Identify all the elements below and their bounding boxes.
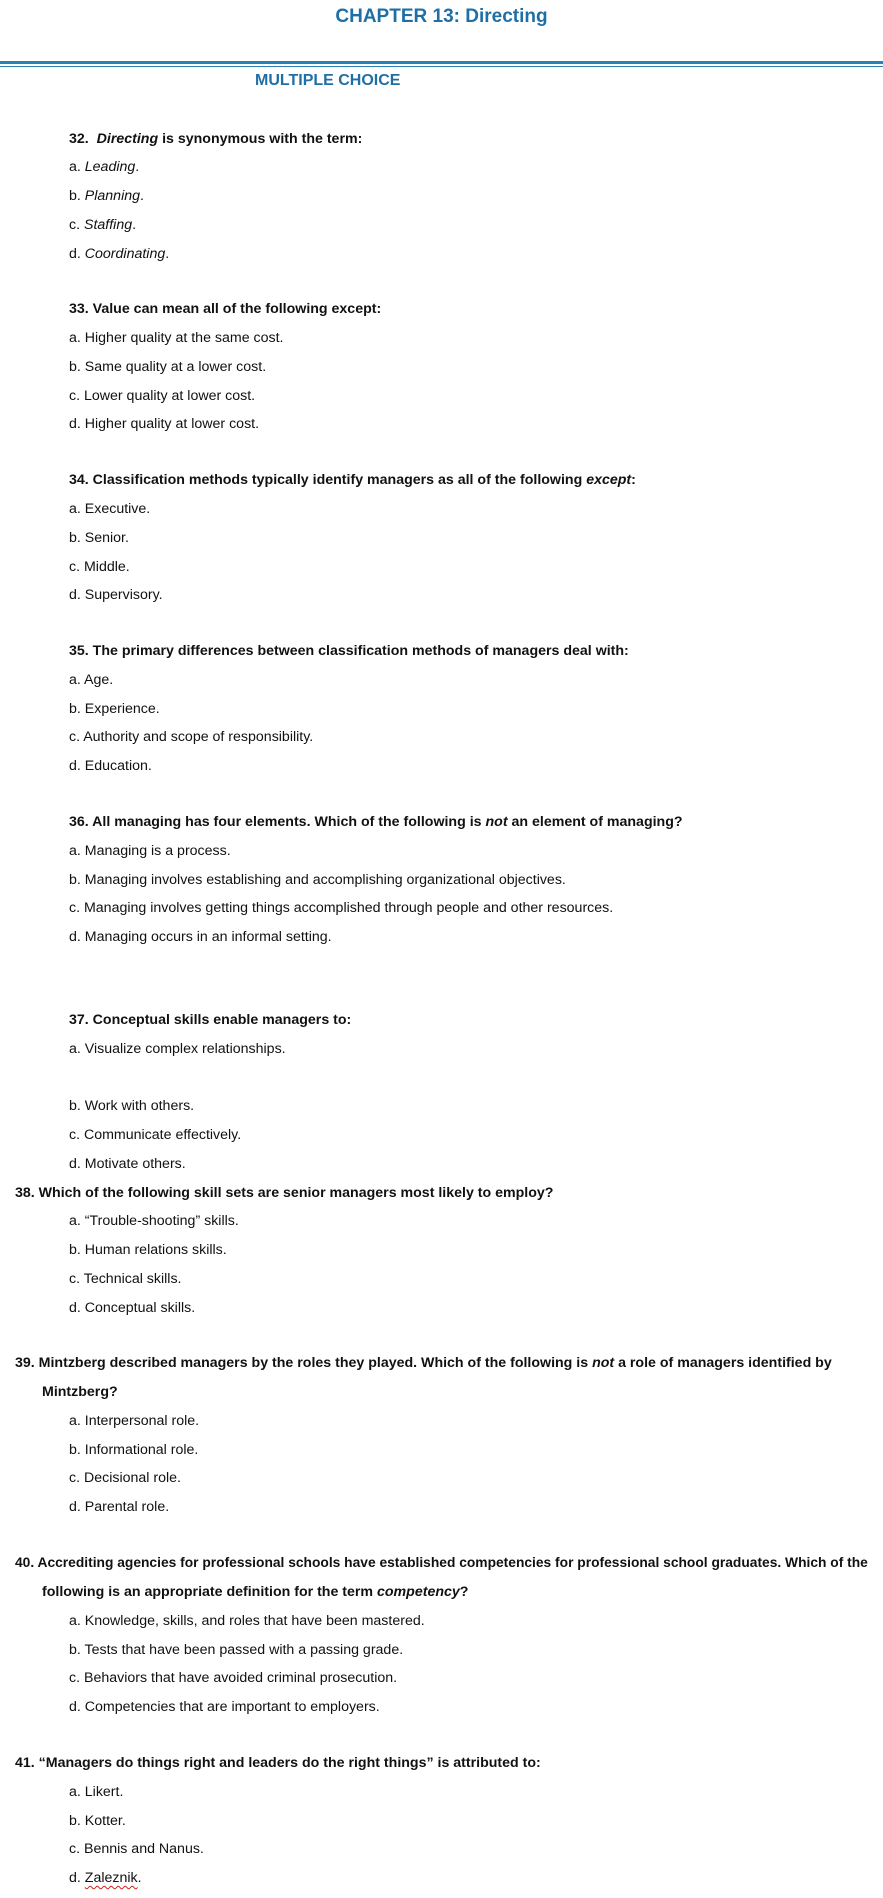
- question-34: 34. Classification methods typically identify managers as all of the following except:: [69, 472, 636, 488]
- option-37c: c. Communicate effectively.: [69, 1127, 242, 1143]
- option-33b: b. Same quality at a lower cost.: [69, 359, 267, 375]
- question-40: 40. Accrediting agencies for professional schools have established competencies for professional school graduates. Which of the: [15, 1555, 868, 1570]
- option-39c: c. Decisional role.: [69, 1470, 181, 1486]
- option-32b: b. Planning.: [69, 188, 144, 204]
- option-41a: a. Likert.: [69, 1784, 124, 1800]
- question-41: 41. “Managers do things right and leaders do the right things” is attributed to:: [15, 1755, 541, 1771]
- section-heading: MULTIPLE CHOICE: [255, 72, 401, 89]
- question-35: 35. The primary differences between classification methods of managers deal with:: [69, 643, 629, 659]
- option-41c: c. Bennis and Nanus.: [69, 1841, 204, 1857]
- option-34c: c. Middle.: [69, 559, 130, 575]
- option-35b: b. Experience.: [69, 701, 160, 717]
- option-33c: c. Lower quality at lower cost.: [69, 388, 256, 404]
- question-38: 38. Which of the following skill sets are senior managers most likely to employ?: [15, 1185, 554, 1201]
- option-39a: a. Interpersonal role.: [69, 1413, 200, 1429]
- question-number: 32.: [69, 131, 89, 147]
- option-39b: b. Informational role.: [69, 1442, 199, 1458]
- option-34a: a. Executive.: [69, 501, 151, 517]
- option-34b: b. Senior.: [69, 530, 129, 546]
- option-40a: a. Knowledge, skills, and roles that have been mastered.: [69, 1613, 425, 1629]
- question-40-line2: following is an appropriate definition for the term competency?: [42, 1584, 469, 1600]
- option-37d: d. Motivate others.: [69, 1156, 186, 1172]
- option-36b: b. Managing involves establishing and accomplishing organizational objectives.: [69, 872, 566, 888]
- option-33d: d. Higher quality at lower cost.: [69, 416, 260, 432]
- option-34d: d. Supervisory.: [69, 587, 163, 603]
- question-text: is synonymous with the term:: [158, 131, 363, 147]
- option-32c: c. Staffing.: [69, 217, 137, 233]
- option-36d: d. Managing occurs in an informal setting.: [69, 929, 332, 945]
- option-37a: a. Visualize complex relationships.: [69, 1041, 286, 1057]
- option-35a: a. Age.: [69, 672, 114, 688]
- question-39: 39. Mintzberg described managers by the roles they played. Which of the following is not a role of managers identified by: [15, 1355, 832, 1371]
- spellcheck-underlined-word: Zaleznik: [84, 1870, 138, 1886]
- option-32d: d. Coordinating.: [69, 246, 170, 262]
- option-38b: b. Human relations skills.: [69, 1242, 227, 1258]
- option-36c: c. Managing involves getting things accomplished through people and other resources.: [69, 900, 614, 916]
- option-40c: c. Behaviors that have avoided criminal prosecution.: [69, 1670, 398, 1686]
- question-39-line2: Mintzberg?: [42, 1384, 118, 1400]
- option-39d: d. Parental role.: [69, 1499, 170, 1515]
- option-41b: b. Kotter.: [69, 1813, 126, 1829]
- header-rule-thin: [0, 66, 883, 67]
- option-38d: d. Conceptual skills.: [69, 1300, 196, 1316]
- option-36a: a. Managing is a process.: [69, 843, 231, 859]
- question-37: 37. Conceptual skills enable managers to:: [69, 1012, 352, 1028]
- option-35c: c. Authority and scope of responsibility.: [69, 729, 314, 745]
- question-term: Directing: [96, 131, 159, 147]
- option-41d: d. Zaleznik.: [69, 1870, 142, 1886]
- option-32a: a. Leading.: [69, 159, 140, 175]
- question-33: 33. Value can mean all of the following except:: [69, 301, 382, 317]
- option-38a: a. “Trouble-shooting” skills.: [69, 1213, 239, 1229]
- option-35d: d. Education.: [69, 758, 152, 774]
- option-38c: c. Technical skills.: [69, 1271, 182, 1287]
- question-32: [69, 129, 362, 149]
- option-40d: d. Competencies that are important to employers.: [69, 1699, 380, 1715]
- header-rule-thick: [0, 61, 883, 64]
- option-33a: a. Higher quality at the same cost.: [69, 330, 284, 346]
- option-40b: b. Tests that have been passed with a passing grade.: [69, 1642, 404, 1658]
- chapter-title: CHAPTER 13: Directing: [335, 6, 548, 27]
- option-37b: b. Work with others.: [69, 1098, 195, 1114]
- question-36: 36. All managing has four elements. Which of the following is not an element of managing?: [69, 814, 683, 830]
